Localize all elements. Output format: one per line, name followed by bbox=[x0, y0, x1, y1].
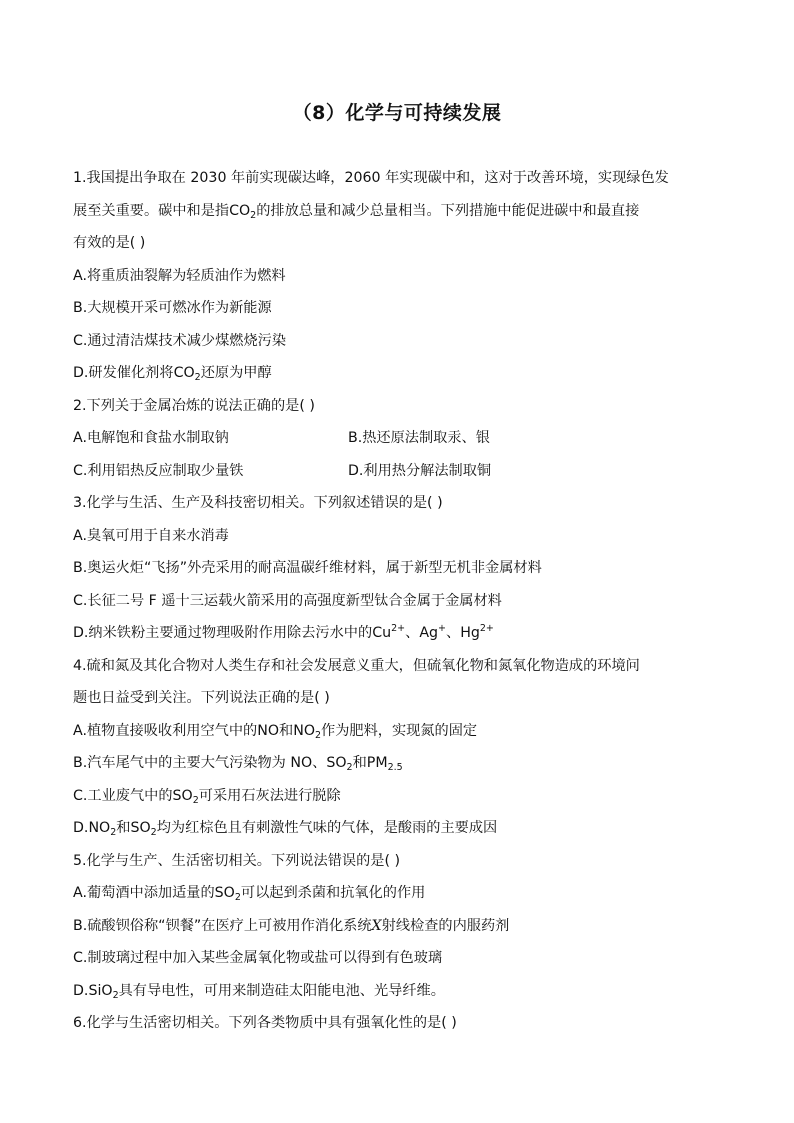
question-stem: 2.下列关于金属冶炼的说法正确的是( ) bbox=[73, 397, 315, 414]
question-stem: 3.化学与生活、生产及科技密切相关。下列叙述错误的是( ) bbox=[73, 495, 443, 511]
option-d: D.纳米铁粉主要通过物理吸附作用除去污水中的$Cu^{2+}$、Ag+、$Hg^{2+}$ bbox=[73, 623, 494, 641]
option-a: A.电解饱和食盐水制取钠 bbox=[73, 430, 229, 446]
question-list bbox=[73, 162, 723, 1040]
option-row bbox=[73, 422, 723, 455]
question-2 bbox=[73, 390, 723, 488]
option-a: A.臭氧可用于自来水消毒 bbox=[73, 527, 229, 544]
option-b: B.大规模开采可燃冰作为新能源 bbox=[73, 300, 272, 316]
question-stem-continued: 题也日益受到关注。下列说法正确的是( ) bbox=[73, 690, 330, 706]
option-a: A.植物直接吸收利用空气中的NO和$NO_2$作为肥料，实现氮的固定 bbox=[73, 722, 478, 741]
option-d: D.研发催化剂将$CO_2$还原为甲醇 bbox=[73, 365, 272, 383]
option-row bbox=[73, 455, 723, 488]
question-stem-continued: 展至关重要。碳中和是指$CO_2$的排放总量和减少总量相当。下列措施中能促进碳中和最直接 bbox=[73, 202, 640, 221]
question-3 bbox=[73, 487, 723, 650]
option-d: D.SiO$_2$具有导电性，可用来制造硅太阳能电池、光导纤维。 bbox=[73, 982, 445, 1001]
question-6 bbox=[73, 1007, 723, 1040]
option-b: B.汽车尾气中的主要大气污染物为 NO、$SO_2$和$PM_{2.5}$ bbox=[73, 755, 403, 773]
option-c: C.制玻璃过程中加入某些金属氧化物或盐可以得到有色玻璃 bbox=[73, 950, 443, 966]
option-c: C.利用铝热反应制取少量铁 bbox=[73, 462, 244, 479]
question-stem: 1.我国提出争取在 2030 年前实现碳达峰，2060 年实现碳中和，这对于改善环境，实现绿色发 bbox=[73, 170, 669, 186]
option-b: B.硫酸钡俗称“钡餐”在医疗上可被用作消化系统X射线检查的内服药剂 bbox=[73, 917, 510, 934]
option-a: A.将重质油裂解为轻质油作为燃料 bbox=[73, 267, 286, 284]
option-a: A.葡萄酒中添加适量的$SO_2$可以起到杀菌和抗氧化的作用 bbox=[73, 885, 426, 903]
option-c: C.长征二号 F 遥十三运载火箭采用的高强度新型钛合金属于金属材料 bbox=[73, 592, 502, 609]
option-d: D.利用热分解法制取铜 bbox=[348, 462, 492, 479]
question-5 bbox=[73, 845, 723, 1008]
option-c: C.通过清洁煤技术减少煤燃烧污染 bbox=[73, 332, 287, 349]
page-title: （8）化学与可持续发展 bbox=[292, 102, 502, 124]
question-4 bbox=[73, 650, 723, 845]
question-stem: 6.化学与生活密切相关。下列各类物质中具有强氧化性的是( ) bbox=[73, 1015, 457, 1031]
question-stem-continued: 有效的是( ) bbox=[73, 235, 146, 251]
option-b: B.热还原法制取汞、银 bbox=[348, 430, 490, 446]
question-1 bbox=[73, 162, 723, 390]
option-d: $D.NO_2$和$SO_2$均为红棕色且有刺激性气味的气体，是酸雨的主要成因 bbox=[73, 820, 498, 838]
option-c: C.工业废气中的$SO_2$可采用石灰法进行脱除 bbox=[73, 787, 341, 806]
question-stem: 5.化学与生产、生活密切相关。下列说法错误的是( ) bbox=[73, 852, 401, 869]
option-b: B.奥运火炬“飞扬”外壳采用的耐高温碳纤维材料，属于新型无机非金属材料 bbox=[73, 560, 542, 576]
question-stem: 4.硫和氮及其化合物对人类生存和社会发展意义重大，但硫氧化物和氮氧化物造成的环境问 bbox=[73, 657, 640, 674]
